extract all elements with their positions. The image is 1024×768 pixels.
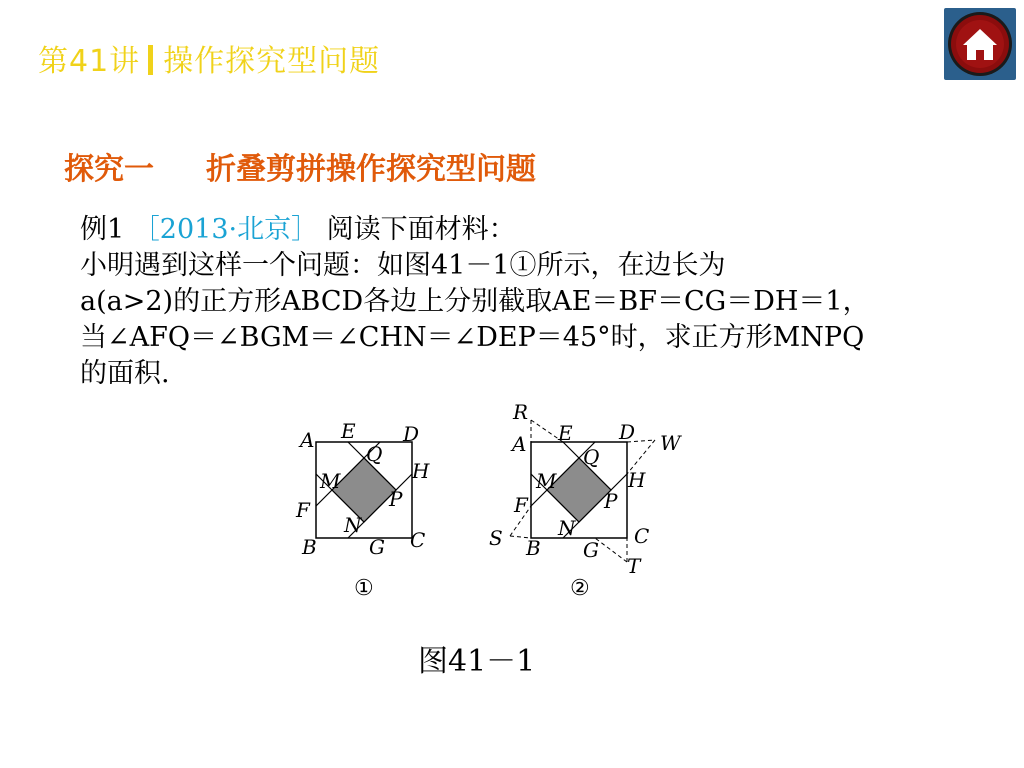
point-label-t: T: [627, 554, 641, 578]
point-label-h: H: [412, 459, 430, 483]
example-label: 例1: [80, 214, 125, 245]
square-mnpq: [547, 458, 611, 522]
section-heading: [64, 144, 536, 188]
section-label: 探究一: [64, 152, 154, 187]
point-label-b: B: [526, 536, 541, 560]
point-label-d: D: [619, 420, 636, 444]
point-label-c: C: [634, 524, 650, 548]
figure-2-diagram: [484, 398, 688, 580]
point-label-a: A: [300, 428, 315, 452]
point-label-q: Q: [366, 442, 383, 466]
point-label-c: C: [410, 528, 426, 552]
point-label-f: F: [296, 498, 310, 522]
point-label-g: G: [369, 535, 385, 559]
problem-source: ［2013·北京］: [132, 214, 319, 245]
lecture-header: [38, 36, 380, 80]
problem-line: 的面积.: [80, 358, 170, 389]
problem-text: [80, 212, 960, 392]
lecture-number: 第41讲: [38, 44, 141, 79]
problem-intro: 阅读下面材料：: [326, 214, 516, 245]
figure-caption: 图41－1: [418, 644, 536, 679]
home-icon: [944, 8, 1016, 80]
point-label-d: D: [403, 422, 420, 446]
point-label-a: A: [512, 432, 527, 456]
point-label-e: E: [341, 419, 356, 443]
point-label-p: P: [604, 489, 618, 513]
point-label-n: N: [344, 513, 362, 537]
home-button[interactable]: [944, 8, 1016, 80]
lecture-topic: 操作探究型问题: [163, 44, 381, 79]
square-mnpq: [332, 458, 396, 522]
point-label-s: S: [489, 526, 503, 550]
problem-first-line: [80, 212, 960, 248]
figure-1-diagram: [290, 412, 440, 562]
figure-2-label: ②: [570, 576, 590, 601]
header-divider: [148, 45, 153, 75]
point-label-m: M: [536, 469, 557, 493]
point-label-h: H: [628, 468, 646, 492]
point-label-e: E: [558, 421, 573, 445]
point-label-b: B: [302, 535, 317, 559]
point-label-m: M: [320, 469, 341, 493]
section-title: 折叠剪拼操作探究型问题: [206, 152, 536, 187]
figure-1-label: ①: [354, 576, 374, 601]
point-label-p: P: [389, 487, 403, 511]
point-label-n: N: [558, 516, 576, 540]
point-label-f: F: [514, 493, 528, 517]
point-label-q: Q: [583, 445, 600, 469]
point-label-g: G: [583, 538, 599, 562]
point-label-w: W: [660, 431, 681, 455]
point-label-r: R: [513, 400, 529, 424]
problem-line: a(a>2)的正方形ABCD各边上分别截取AE＝BF＝CG＝DH＝1，: [80, 286, 870, 317]
problem-line: 小明遇到这样一个问题：如图41－1①所示，在边长为: [80, 250, 726, 281]
problem-line: 当∠AFQ＝∠BGM＝∠CHN＝∠DEP＝45°时，求正方形MNPQ: [80, 322, 865, 353]
